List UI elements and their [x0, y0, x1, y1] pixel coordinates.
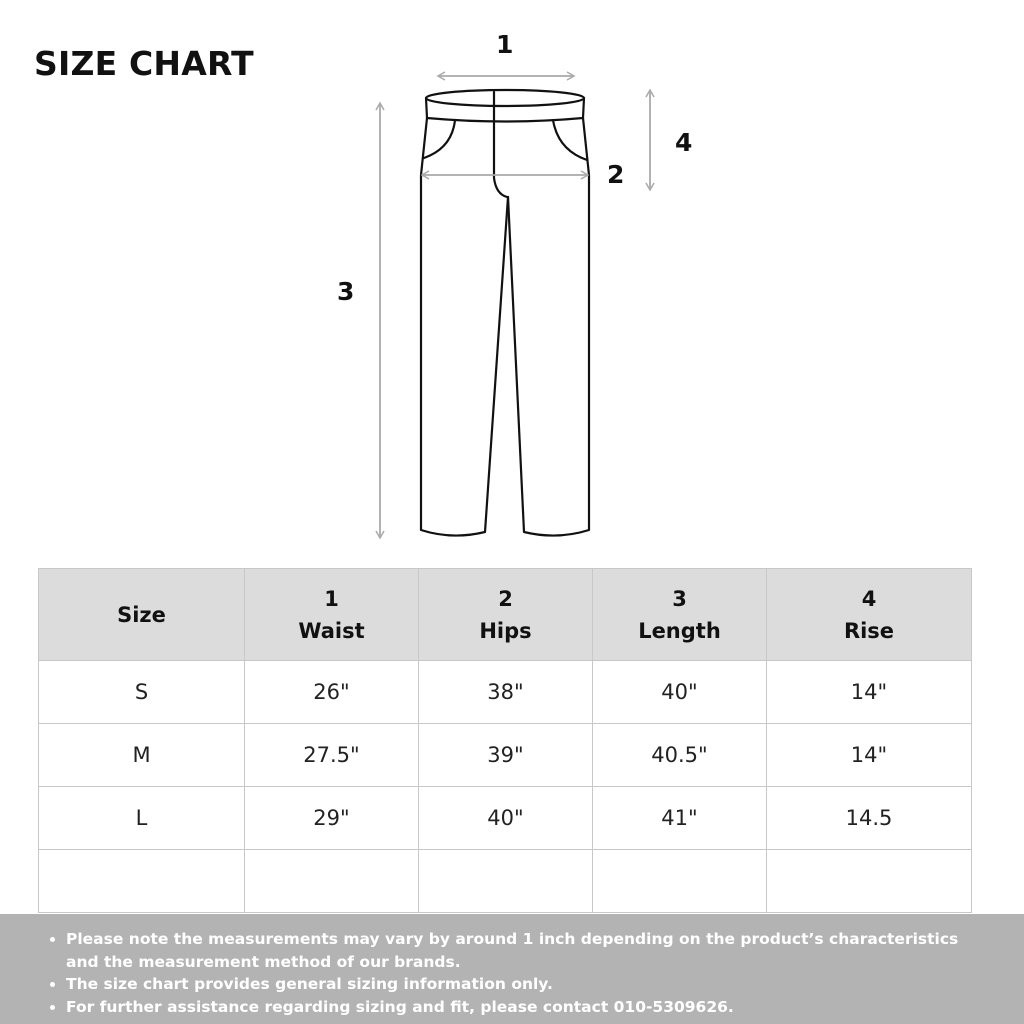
notes-list: [0, 914, 1024, 1018]
note-item: • The size chart provides general sizing information only.: [66, 973, 964, 996]
cell-waist: [245, 850, 419, 913]
cell-waist: 29": [245, 787, 419, 850]
table-header-row: [39, 569, 972, 661]
header-rise: [767, 569, 972, 661]
fly: [494, 122, 507, 197]
header-rise-name: Rise: [843, 618, 895, 643]
header-hips: [419, 569, 593, 661]
table-row: [39, 724, 972, 787]
cell-waist: 26": [245, 661, 419, 724]
hips-label: 2: [607, 160, 625, 189]
table-row-empty: [39, 850, 972, 913]
cell-length: 41": [593, 787, 767, 850]
page-title: SIZE CHART: [34, 44, 254, 83]
cell-hips: [419, 850, 593, 913]
length-label: 3: [337, 277, 355, 306]
right-leg: [508, 118, 589, 536]
header-size: [39, 569, 245, 661]
cell-hips: 40": [419, 787, 593, 850]
table-row: [39, 787, 972, 850]
right-pocket: [553, 120, 587, 160]
cell-rise: 14.5: [767, 787, 972, 850]
header-length-name: Length: [638, 618, 721, 643]
left-pocket: [424, 120, 455, 158]
cell-rise: 14": [767, 661, 972, 724]
header-waist-name: Waist: [298, 618, 365, 643]
cell-length: 40": [593, 661, 767, 724]
header-waist: [245, 569, 419, 661]
cell-rise: 14": [767, 724, 972, 787]
cell-waist: 27.5": [245, 724, 419, 787]
table-row: [39, 661, 972, 724]
cell-size: L: [39, 787, 245, 850]
header-rise-num: 4: [861, 586, 877, 611]
header-length-num: 3: [672, 586, 687, 611]
header-hips-name: Hips: [479, 618, 532, 643]
pants-outline: [421, 90, 589, 536]
cell-size: S: [39, 661, 245, 724]
rise-label: 4: [675, 128, 693, 157]
cell-length: 40.5": [593, 724, 767, 787]
notes-footer: [0, 914, 1024, 1024]
waistband-top: [426, 90, 584, 106]
note-item: • For further assistance regarding sizing and fit, please contact 010-5309626.: [66, 996, 964, 1019]
waistband-sides: [426, 98, 584, 122]
note-item: • Please note the measurements may vary by around 1 inch depending on the product’s characteristics and the measurement method of our brands.: [66, 928, 964, 973]
cell-size: M: [39, 724, 245, 787]
header-waist-num: 1: [324, 586, 339, 611]
cell-hips: 38": [419, 661, 593, 724]
header-size-name: Size: [117, 602, 166, 627]
cell-hips: 39": [419, 724, 593, 787]
cell-length: [593, 850, 767, 913]
cell-rise: [767, 850, 972, 913]
cell-size: [39, 850, 245, 913]
size-table: [38, 568, 972, 913]
header-length: [593, 569, 767, 661]
waist-label: 1: [496, 30, 514, 59]
header-hips-num: 2: [498, 586, 513, 611]
